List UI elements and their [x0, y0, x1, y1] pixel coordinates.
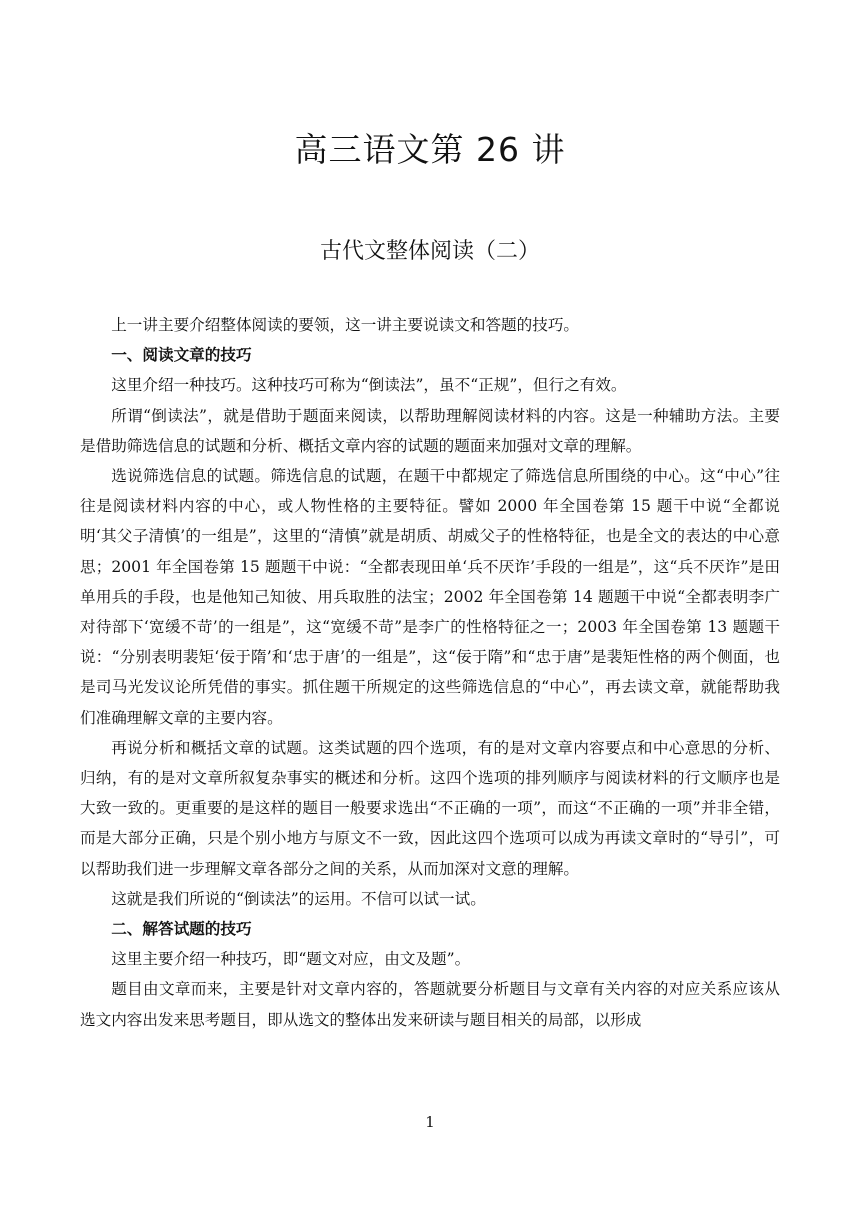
paragraph: 选说筛选信息的试题。筛选信息的试题，在题干中都规定了筛选信息所围绕的中心。这“中心”往往是阅读材料内容的中心，或人物性格的主要特征。譬如 2000 年全国卷第 15 题干中说“全都说明‘其父子清慎’的一组是”，这里的“清慎”就是胡质、胡威父子的性格特征，也是全文的表达的中心意思；2001 年全国卷第 15 题题干中说：“全都表现田单‘兵不厌诈’手段的一组是”，这“兵不厌诈”是田单用兵的手段，也是他知己知彼、用兵取胜的法宝；2002 年全国卷第 14 题题干中说“全都表明李广对待部下‘宽缓不苛’的一组是”，这“宽缓不苛”是李广的性格特征之一；2003 年全国卷第 13 题题干说：“分别表明裴矩‘佞于隋’和‘忠于唐’的一组是”，这“佞于隋”和“忠于唐”是裴矩性格的两个侧面，也是司马光发议论所凭借的事实。抓住题干所规定的这些筛选信息的“中心”，再去读文章，就能帮助我们准确理解文章的主要内容。: [80, 467, 780, 727]
paragraph: 这就是我们所说的“倒读法”的运用。不信可以试一试。: [111, 889, 486, 908]
page-title: 高三语文第 26 讲: [294, 130, 566, 169]
page-number: 1: [425, 1113, 435, 1131]
paragraph: 再说分析和概括文章的试题。这类试题的四个选项，有的是对文章内容要点和中心意思的分析、归纳，有的是对文章所叙复杂事实的概述和分析。这四个选项的排列顺序与阅读材料的行文顺序也是大致一致的。更重要的是这样的题目一般要求选出“不正确的一项”，而这“不正确的一项”并非全错，而是大部分正确，只是个别小地方与原文不一致，因此这四个选项可以成为再读文章时的“导引”，可以帮助我们进一步理解文章各部分之间的关系，从而加深对文意的理解。: [80, 738, 780, 878]
paragraph: 这里主要介绍一种技巧，即“题文对应，由文及题”。: [111, 950, 471, 969]
section-heading-answer-skills: 二、解答试题的技巧: [111, 920, 252, 939]
paragraph: 题目由文章而来，主要是针对文章内容的，答题就要分析题目与文章有关内容的对应关系应该从选文内容出发来思考题目，即从选文的整体出发来研读与题目相关的局部，以形成: [80, 980, 780, 1029]
document-body: [80, 310, 780, 1035]
paragraph: 这里介绍一种技巧。这种技巧可称为“倒读法”，虽不“正规”，但行之有效。: [111, 376, 627, 395]
page-subtitle: 古代文整体阅读（二）: [319, 239, 540, 264]
paragraph: 所谓“倒读法”，就是借助于题面来阅读，以帮助理解阅读材料的内容。这是一种辅助方法。主要是借助筛选信息的试题和分析、概括文章内容的试题的题面来加强对文章的理解。: [80, 406, 780, 455]
section-heading-reading-skills: 一、阅读文章的技巧: [111, 346, 252, 365]
intro-paragraph: 上一讲主要介绍整体阅读的要领，这一讲主要说读文和答题的技巧。: [111, 316, 580, 334]
